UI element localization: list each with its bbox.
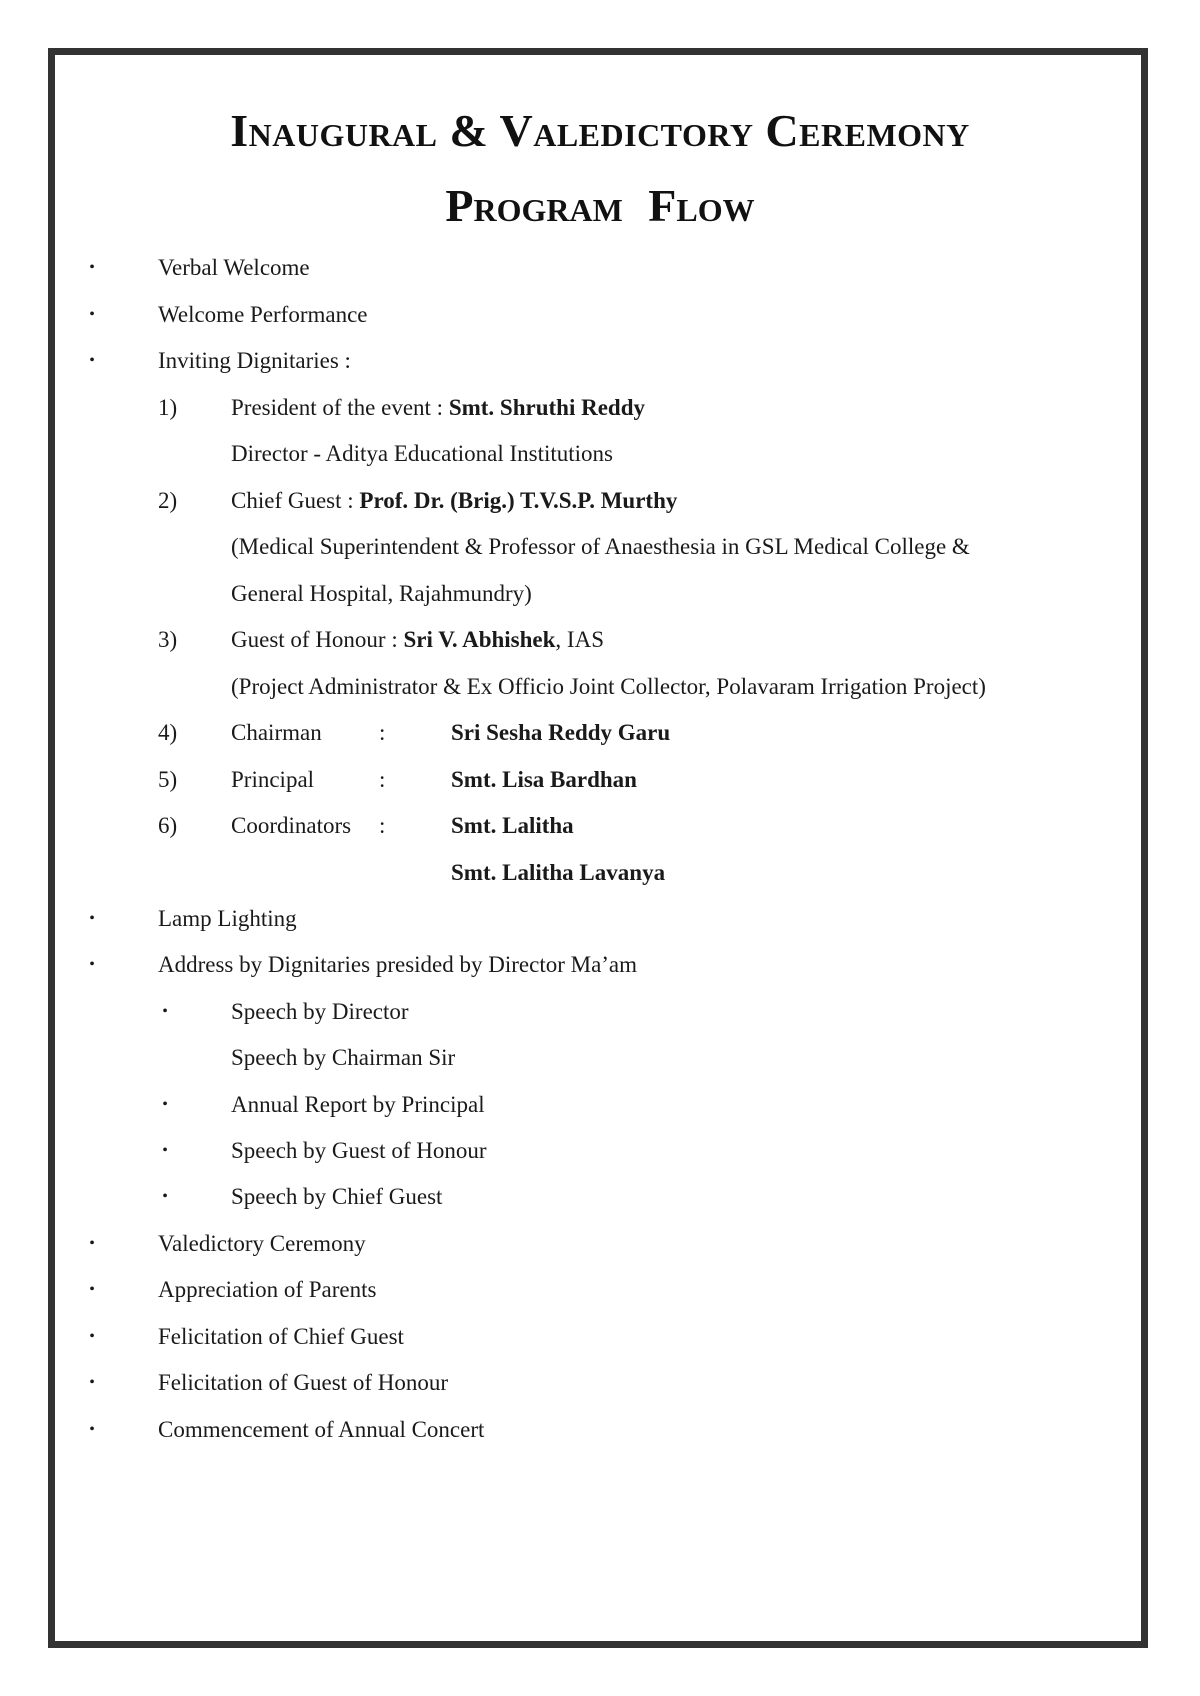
item-text: Welcome Performance [158,302,368,327]
item-text: Verbal Welcome [158,255,310,280]
bullet-icon: • [162,1096,168,1113]
speech-text: Speech by Director [231,999,409,1024]
dignitary-name: Sri V. Abhishek [403,627,556,652]
dignitary-number: 5) [158,767,178,792]
page-title: Inaugural & Valedictory Ceremony [230,105,970,156]
item-text: Felicitation of Chief Guest [158,1324,404,1349]
item-text: Lamp Lighting [158,906,297,931]
page-subtitle: Program Flow [445,180,755,231]
bullet-icon: • [89,1421,95,1438]
item-text: Valedictory Ceremony [158,1231,366,1256]
bullet-icon: • [162,1003,168,1020]
dignitary-name: Smt. Lalitha Lavanya [451,860,666,885]
speech-text: Speech by Chief Guest [231,1184,443,1209]
dignitary-detail: General Hospital, Rajahmundry) [231,581,532,606]
dignitary-role: Chief Guest : [231,488,360,513]
bullet-icon: • [162,1142,168,1159]
item-text: Address by Dignitaries presided by Director Ma’am [158,952,638,977]
speech-text: Speech by Guest of Honour [231,1138,487,1163]
bullet-icon: • [89,1281,95,1298]
dignitary-colon: : [379,767,386,792]
dignitary-line [231,390,645,426]
dignitary-role: Principal [231,767,315,792]
speech-text: Speech by Chairman Sir [231,1045,456,1070]
dignitary-role: Coordinators [231,813,352,838]
bullet-icon: • [89,352,95,369]
dignitary-name: Smt. Lisa Bardhan [451,767,637,792]
item-text: Commencement of Annual Concert [158,1417,485,1442]
dignitary-number: 2) [158,488,178,513]
bullet-icon: • [89,1235,95,1252]
dignitary-role: Chairman [231,720,322,745]
page-border [48,48,1148,1648]
bullet-icon: • [89,259,95,276]
dignitary-number: 4) [158,720,178,745]
dignitary-name: Smt. Shruthi Reddy [448,395,645,420]
dignitary-name: Sri Sesha Reddy Garu [451,720,671,745]
dignitary-role: President of the event : [231,395,449,420]
dignitary-detail: (Medical Superintendent & Professor of Anaesthesia in GSL Medical College & [231,534,970,559]
dignitary-colon: : [379,720,386,745]
dignitary-detail: Director - Aditya Educational Institutions [231,441,613,466]
dignitary-colon: : [379,813,386,838]
bullet-icon: • [89,910,95,927]
item-text: Inviting Dignitaries : [158,348,351,373]
bullet-icon: • [89,956,95,973]
item-text: Felicitation of Guest of Honour [158,1370,449,1395]
dignitary-number: 3) [158,627,178,652]
bullet-icon: • [89,306,95,323]
dignitary-number: 6) [158,813,178,838]
bullet-icon: • [89,1328,95,1345]
dignitary-name: Smt. Lalitha [451,813,574,838]
speech-text: Annual Report by Principal [231,1092,485,1117]
dignitary-suffix: , IAS [555,627,604,652]
bullet-icon: • [162,1188,168,1205]
dignitary-name: Prof. Dr. (Brig.) T.V.S.P. Murthy [359,488,678,513]
item-text: Appreciation of Parents [158,1277,377,1302]
dignitary-line [231,622,604,658]
bullet-icon: • [89,1374,95,1391]
dignitary-number: 1) [158,395,178,420]
dignitary-line [231,483,677,519]
dignitary-detail: (Project Administrator & Ex Officio Joint Collector, Polavaram Irrigation Project) [231,674,986,699]
dignitary-role: Guest of Honour : [231,627,404,652]
